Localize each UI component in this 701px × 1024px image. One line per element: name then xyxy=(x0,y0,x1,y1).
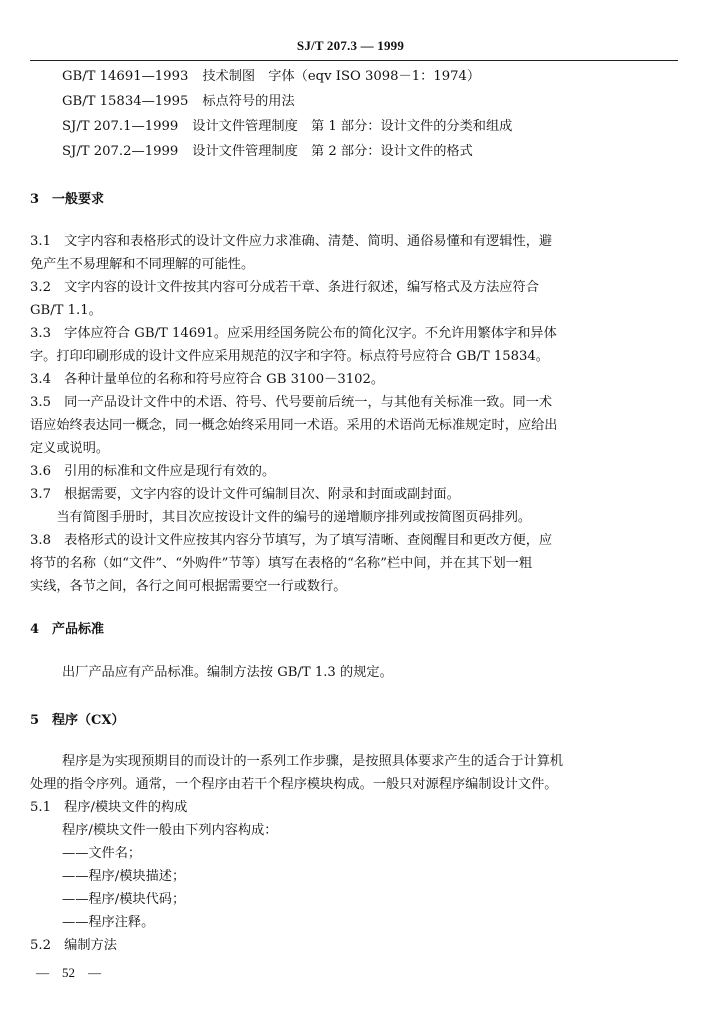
reference-title: 设计文件管理制度 第 2 部分：设计文件的格式 xyxy=(192,144,473,159)
paragraph-line: 字。打印印刷形成的设计文件应采用规范的汉字和字符。标点符号应符合 GB/T 15834。 xyxy=(30,349,549,364)
paragraph-line: 免产生不易理解和不同理解的可能性。 xyxy=(30,257,255,272)
section-3-heading: 3 一般要求 xyxy=(30,192,105,207)
reference-code: SJ/T 207.1—1999 xyxy=(62,119,179,134)
reference-title: 设计文件管理制度 第 1 部分：设计文件的分类和组成 xyxy=(192,119,513,134)
reference-line xyxy=(62,143,473,161)
reference-code: GB/T 14691—1993 xyxy=(62,69,189,84)
header-rule xyxy=(30,60,678,61)
paragraph-line: 3.6 引用的标准和文件应是现行有效的。 xyxy=(30,464,276,479)
paragraph-line: 程序是为实现预期目的而设计的一系列工作步骤，是按照具体要求产生的适合于计算机 xyxy=(62,754,564,769)
paragraph-line: 3.4 各种计量单位的名称和符号应符合 GB 3100－3102。 xyxy=(30,372,385,387)
paragraph-line: 处理的指令序列。通常，一个程序由若干个程序模块构成。一般只对源程序编制设计文件。 xyxy=(30,777,558,792)
paragraph-line: 语应始终表达同一概念，同一概念始终采用同一术语。采用的术语尚无标准规定时，应给出 xyxy=(30,418,558,433)
reference-title: 标点符号的用法 xyxy=(202,94,295,109)
paragraph-line: 3.3 字体应符合 GB/T 14691。应采用经国务院公布的简化汉字。不允许用繁体字和异体 xyxy=(30,326,557,341)
paragraph-line: 当有简图手册时，其目次应按设计文件的编号的递增顺序排列或按简图页码排列。 xyxy=(30,510,532,525)
section-4-heading: 4 产品标准 xyxy=(30,622,105,637)
reference-line xyxy=(62,68,480,86)
subsection-5-2-heading: 5.2 编制方法 xyxy=(30,938,117,953)
reference-line xyxy=(62,93,295,111)
paragraph-line: 将节的名称（如“文件”、“外购件”节等）填写在表格的“名称”栏中间，并在其下划一粗 xyxy=(30,556,533,571)
subsection-5-1-heading: 5.1 程序/模块文件的构成 xyxy=(30,800,188,815)
paragraph-line: 3.5 同一产品设计文件中的术语、符号、代号要前后统一，与其他有关标准一致。同一术 xyxy=(30,395,553,410)
list-item: ——程序/模块描述； xyxy=(62,869,186,884)
paragraph-line: GB/T 1.1。 xyxy=(30,303,102,318)
paragraph-line: 出厂产品应有产品标准。编制方法按 GB/T 1.3 的规定。 xyxy=(62,665,393,680)
paragraph-line: 3.7 根据需要，文字内容的设计文件可编制目次、附录和封面或副封面。 xyxy=(30,487,460,502)
paragraph-line: 3.8 表格形式的设计文件应按其内容分节填写，为了填写清晰、查阅醒目和更改方便，应 xyxy=(30,533,553,548)
page-number: — 52 — xyxy=(36,965,102,980)
list-item: ——程序注释。 xyxy=(62,915,155,930)
paragraph-line: 实线，各节之间，各行之间可根据需要空一行或数行。 xyxy=(30,579,347,594)
list-intro: 程序/模块文件一般由下列内容构成： xyxy=(62,823,278,838)
page-header: SJ/T 207.3 — 1999 xyxy=(296,38,405,53)
reference-code: SJ/T 207.2—1999 xyxy=(62,144,179,159)
list-item: ——程序/模块代码； xyxy=(62,892,186,907)
reference-line xyxy=(62,118,512,136)
reference-title: 技术制图 字体（eqv ISO 3098－1：1974） xyxy=(202,69,481,84)
paragraph-line: 定义或说明。 xyxy=(30,441,110,456)
reference-code: GB/T 15834—1995 xyxy=(62,94,189,109)
paragraph-line: 3.1 文字内容和表格形式的设计文件应力求准确、清楚、简明、通俗易懂和有逻辑性，避 xyxy=(30,234,553,249)
section-5-heading: 5 程序（CX） xyxy=(30,713,125,728)
list-item: ——文件名； xyxy=(62,846,142,861)
paragraph-line: 3.2 文字内容的设计文件按其内容可分成若干章、条进行叙述，编写格式及方法应符合 xyxy=(30,280,539,295)
